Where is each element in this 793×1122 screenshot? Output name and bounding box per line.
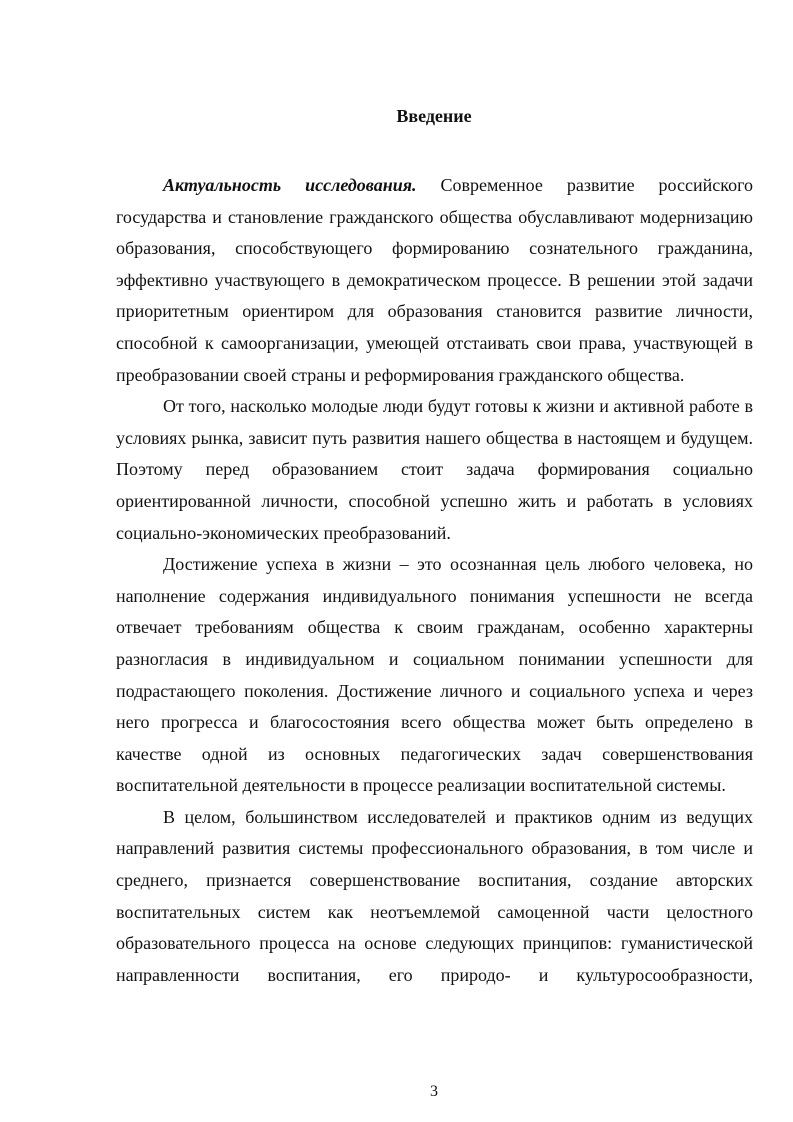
paragraph-relevance — [116, 170, 753, 391]
page-title: Введение — [396, 106, 472, 126]
paragraph: В целом, большинством исследователей и практиков одним из ведущих направлений развития системы профессионального образования, в том числе и среднего, признается совершенствование воспитания, создание авторских воспитательных систем как неотъемлемой самоценной части целостного образовательного процесса на основе следующих принципов: гуманистической направленности воспитания, его природо- и культуросообразности, — [116, 806, 753, 985]
paragraph-lead: Актуальность исследования. — [163, 175, 417, 195]
paragraph: Достижение успеха в жизни – это осознанная цель любого человека, но наполнение содержания индивидуального понимания успешности не всегда отвечает требованиям общества к своим гражданам, особенно характерны разногласия в индивидуальном и социальном понимании успешности для подрастающего поколения. Достижение личного и социального успеха и через него прогресса и благосостояния всего общества может быть определено в качестве одной из основных педагогических задач совершенствования воспитательной деятельности в процессе реализации воспитательной системы. — [116, 554, 753, 796]
paragraph-text: Современное развитие российского государства и становление гражданского общества обуславливают модернизацию образования, способствующего формированию сознательного гражданина, эффективно участвующего в демократическом процессе. В решении этой задачи приоритетным ориентиром для образования становится развитие личности, способной к самоорганизации, умеющей отстаивать свои права, участвующей в преобразовании своей страны и реформирования гражданского общества. — [116, 175, 754, 385]
body-text — [116, 170, 753, 991]
paragraph: От того, насколько молодые люди будут готовы к жизни и активной работе в условиях рынка, зависит путь развития нашего общества в настоящем и будущем. Поэтому перед образованием стоит задача формирования социально ориентированной личности, способной успешно жить и работать в условиях социально-экономических преобразований. — [116, 396, 753, 543]
page-number: 3 — [430, 1083, 438, 1100]
